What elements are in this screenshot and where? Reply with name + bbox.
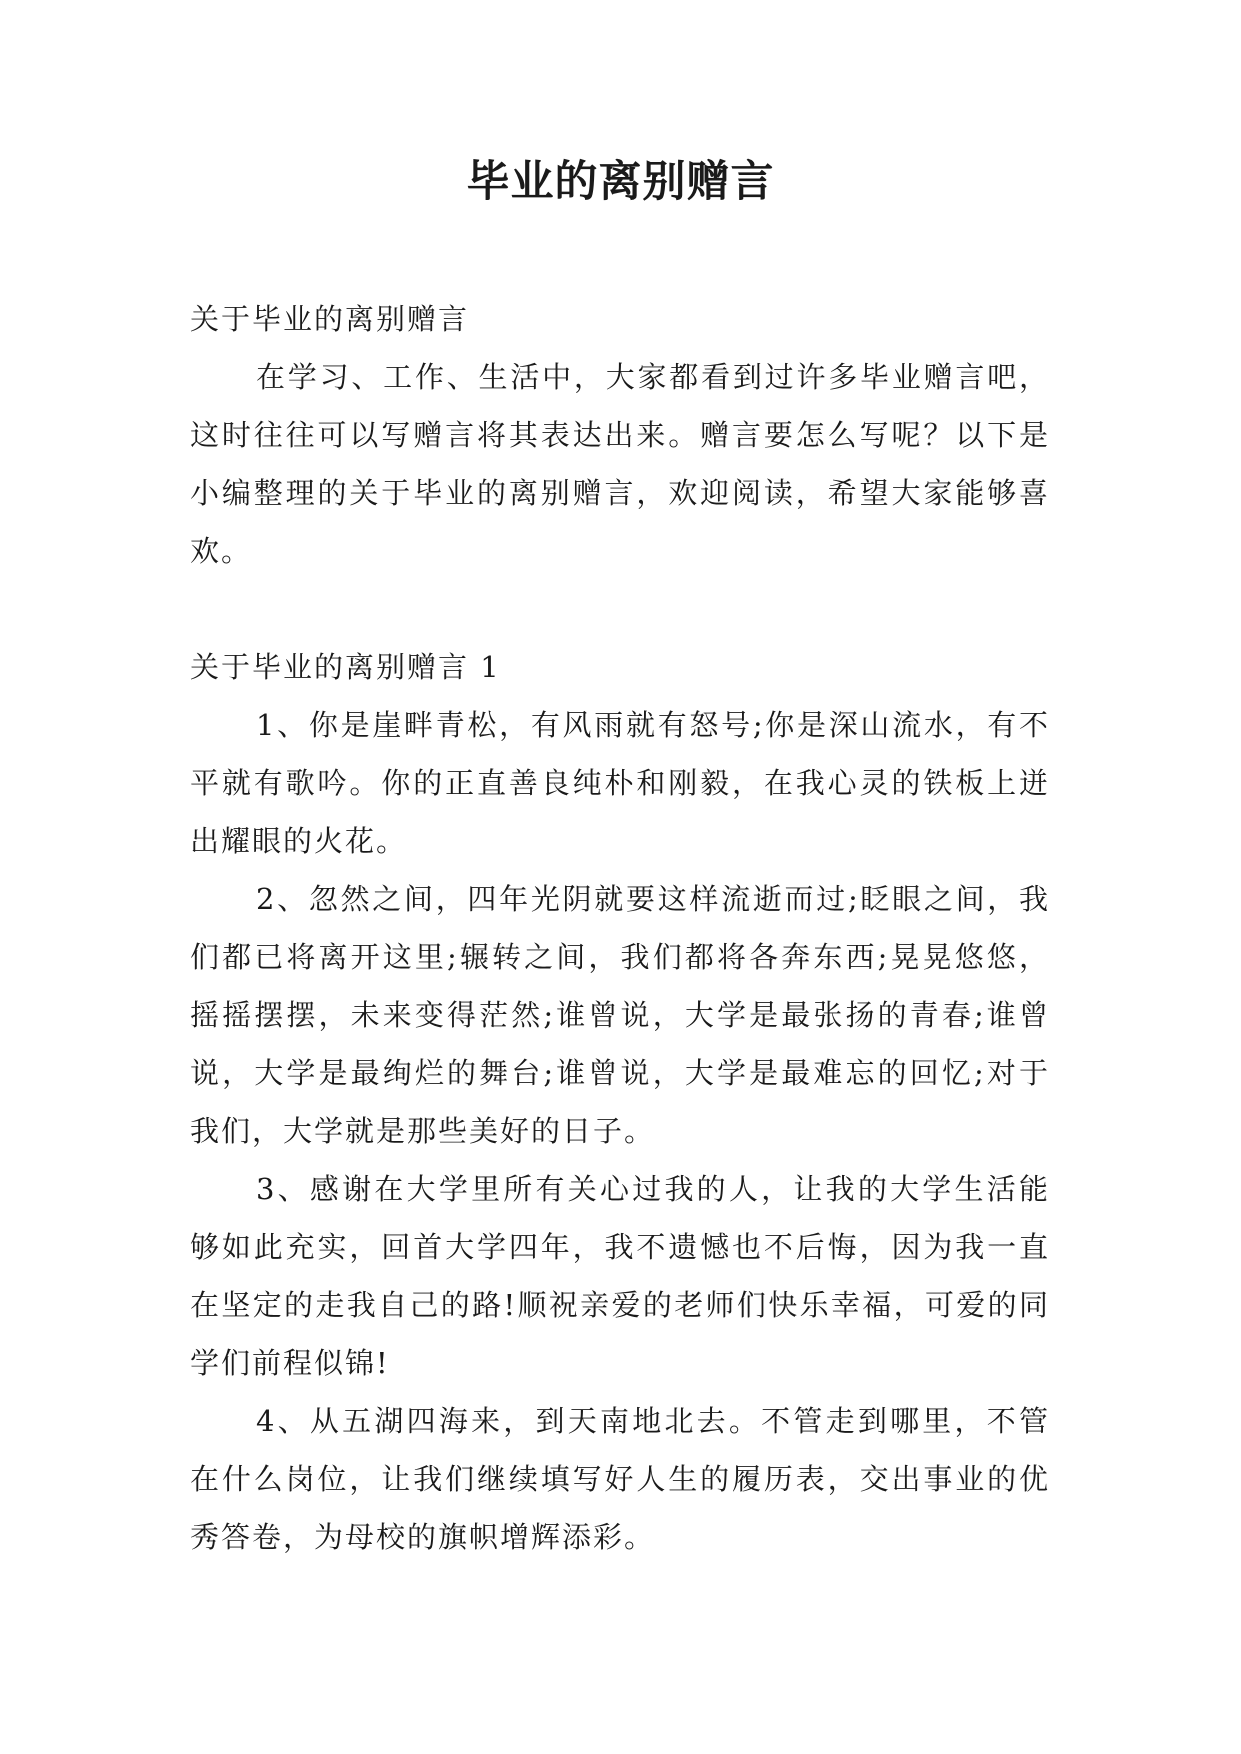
list-item: 2、忽然之间，四年光阴就要这样流逝而过;眨眼之间，我们都已将离开这里;辗转之间，我们都将各奔东西;晃晃悠悠，摇摇摆摆，未来变得茫然;谁曾说，大学是最张扬的青春;谁曾说，大学是最绚烂的舞台;谁曾说，大学是最难忘的回忆;对于我们，大学就是那些美好的日子。	[190, 882, 1050, 1148]
subtitle: 关于毕业的离别赠言	[190, 302, 470, 336]
paragraph-gap	[190, 580, 1050, 638]
list-item: 3、感谢在大学里所有关心过我的人，让我的大学生活能够如此充实，回首大学四年，我不遗憾也不后悔，因为我一直在坚定的走我自己的路!顺祝亲爱的老师们快乐幸福，可爱的同学们前程似锦!	[190, 1172, 1050, 1380]
section-heading: 关于毕业的离别赠言 1	[190, 650, 501, 684]
page-title: 毕业的离别赠言	[466, 157, 775, 207]
intro-paragraph: 在学习、工作、生活中，大家都看到过许多毕业赠言吧，这时往往可以写赠言将其表达出来。赠言要怎么写呢？以下是小编整理的关于毕业的离别赠言，欢迎阅读，希望大家能够喜欢。	[190, 360, 1050, 568]
list-item: 4、从五湖四海来，到天南地北去。不管走到哪里，不管在什么岗位，让我们继续填写好人生的履历表，交出事业的优秀答卷，为母校的旗帜增辉添彩。	[190, 1404, 1050, 1554]
list-item: 1、你是崖畔青松，有风雨就有怒号;你是深山流水，有不平就有歌吟。你的正直善良纯朴和刚毅，在我心灵的铁板上迸出耀眼的火花。	[190, 708, 1050, 858]
document-body	[190, 290, 1050, 1566]
